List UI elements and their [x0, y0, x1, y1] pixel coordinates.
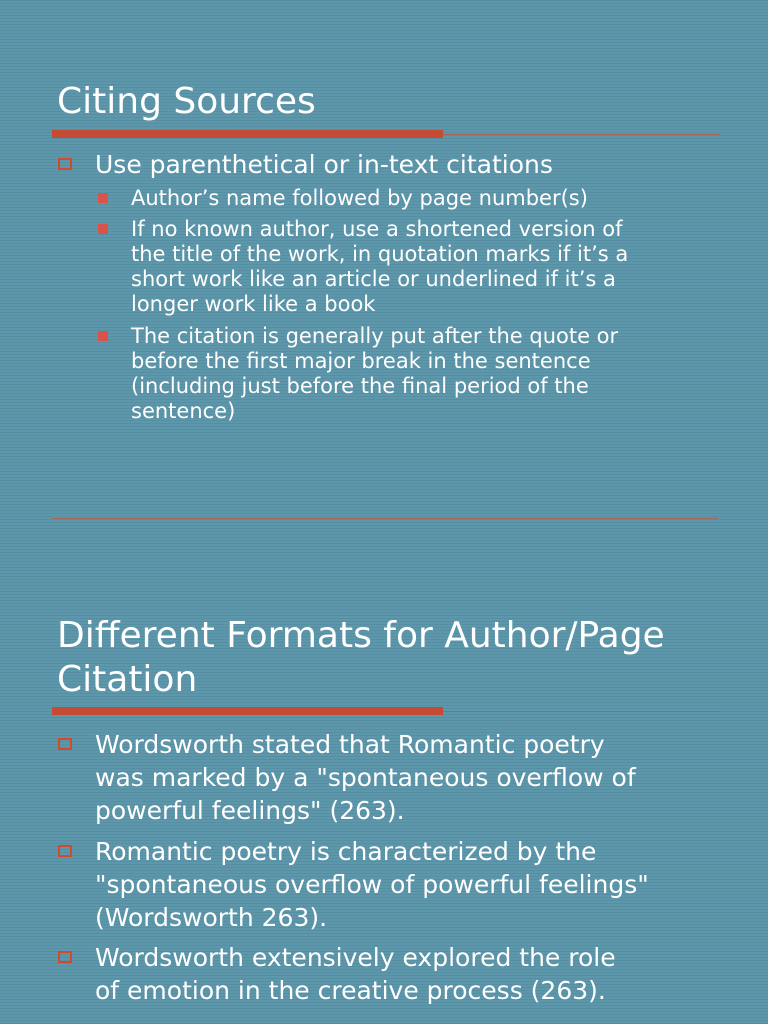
filled-square-icon	[98, 193, 108, 203]
slide1-title-rule	[52, 130, 720, 142]
slide2-bullet-2	[95, 835, 649, 934]
sub-bullet-line: the title of the work, in quotation marks if it’s a	[131, 242, 629, 266]
slide1-main-bullet: Use parenthetical or in-text citations	[95, 150, 553, 179]
slide2-title-line: Different Formats for Author/Page	[57, 615, 665, 656]
sub-bullet-line: short work like an article or underlined if it’s a	[131, 267, 616, 291]
hollow-square-icon	[58, 158, 72, 170]
bullet-line: (Wordsworth 263).	[95, 903, 328, 932]
slide1-title: Citing Sources	[57, 81, 316, 122]
slide2-bullet-3	[95, 941, 616, 1007]
slide2-title-rule	[52, 707, 720, 719]
sub-bullet-line: before the first major break in the sentence	[131, 349, 591, 373]
rule-accent-bar	[52, 130, 443, 138]
bullet-line: Wordsworth extensively explored the role	[95, 943, 616, 972]
sub-bullet-line: longer work like a book	[131, 292, 376, 316]
bullet-line: Wordsworth stated that Romantic poetry	[95, 730, 605, 759]
sub-bullet-line: The citation is generally put after the quote or	[131, 324, 619, 348]
slide1-sub-bullet-2	[131, 217, 628, 317]
bullet-line: "spontaneous overflow of powerful feelings"	[95, 870, 649, 899]
slide1-sub-bullet-3	[131, 324, 618, 424]
slide2-title	[57, 614, 665, 702]
hollow-square-icon	[58, 738, 72, 750]
rule-accent-bar	[52, 707, 443, 715]
slide-separator	[52, 518, 718, 519]
slide2-bullet-1	[95, 728, 636, 827]
hollow-square-icon	[58, 845, 72, 857]
bullet-line: was marked by a "spontaneous overflow of	[95, 763, 636, 792]
hollow-square-icon	[58, 951, 72, 963]
filled-square-icon	[98, 331, 108, 341]
sub-bullet-line: If no known author, use a shortened version of	[131, 217, 623, 241]
sub-bullet-line: (including just before the final period of the	[131, 374, 589, 398]
bullet-line: powerful feelings" (263).	[95, 796, 405, 825]
sub-bullet-line: sentence)	[131, 399, 236, 423]
filled-square-icon	[98, 224, 108, 234]
bullet-line: of emotion in the creative process (263).	[95, 976, 606, 1005]
bullet-line: Romantic poetry is characterized by the	[95, 837, 597, 866]
sub-bullet-line: Author’s name followed by page number(s)	[131, 186, 588, 210]
slide2-title-line: Citation	[57, 659, 198, 700]
slide1-sub-bullet-1	[131, 186, 588, 211]
